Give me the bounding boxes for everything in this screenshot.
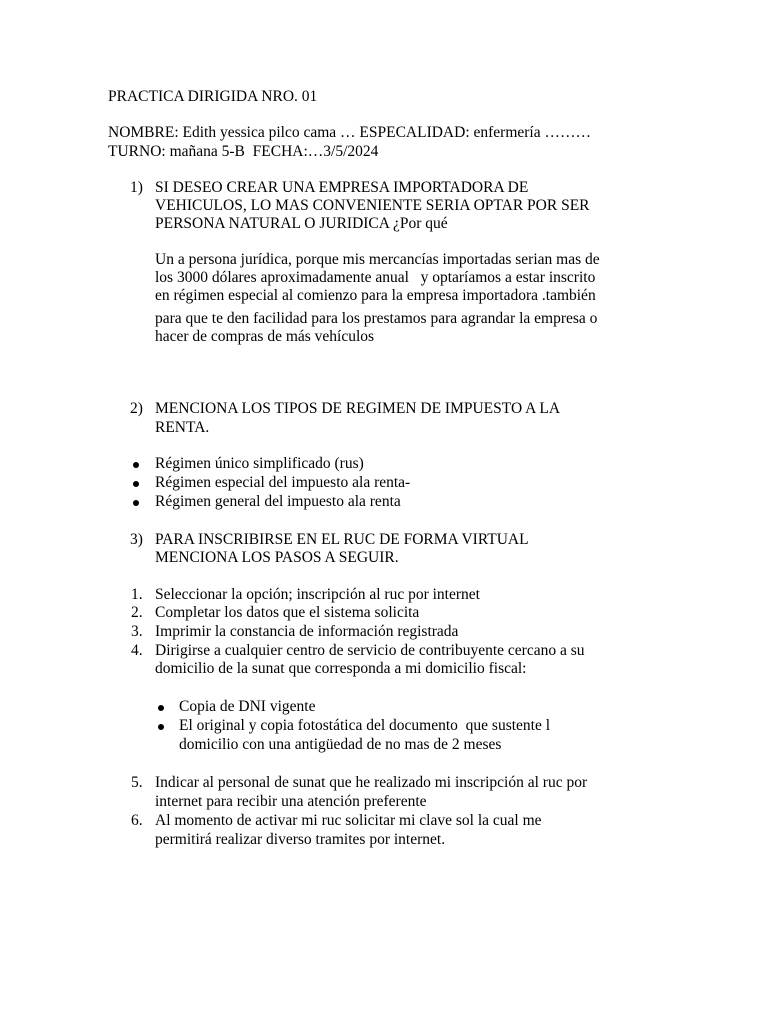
bullet-icon: [133, 462, 139, 468]
question-1-line: VEHICULOS, LO MAS CONVENIENTE SERIA OPTAR POR SER: [155, 197, 590, 214]
question-1-number: 1): [130, 179, 143, 196]
question-2-line: RENTA.: [155, 419, 210, 436]
requirement-item: El original y copia fotostática del documento que sustente l: [179, 717, 551, 734]
step-text: Completar los datos que el sistema solicita: [155, 604, 420, 621]
question-3-number: 3): [130, 531, 143, 548]
header-shift-line: TURNO: mañana 5-B FECHA:…3/5/2024: [108, 143, 379, 160]
step-text: Seleccionar la opción; inscripción al ruc por internet: [155, 586, 480, 603]
bullet-icon: [133, 500, 139, 506]
regime-list-item: Régimen general del impuesto ala renta: [155, 493, 401, 510]
document-title: PRACTICA DIRIGIDA NRO. 01: [108, 88, 318, 105]
answer-1-line: Un a persona jurídica, porque mis mercancías importadas serian mas de: [155, 251, 600, 268]
question-1-line: PERSONA NATURAL O JURIDICA ¿Por qué: [155, 215, 448, 232]
step-number: 2.: [131, 604, 143, 621]
question-3-line: MENCIONA LOS PASOS A SEGUIR.: [155, 549, 399, 566]
step-number: 6.: [131, 812, 143, 829]
answer-1-line: para que te den facilidad para los prestamos para agrandar la empresa o: [155, 310, 598, 327]
step-text: Dirigirse a cualquier centro de servicio de contribuyente cercano a su: [155, 642, 585, 659]
question-2-number: 2): [130, 400, 143, 417]
step-number: 5.: [131, 774, 143, 791]
step-text: domicilio de la sunat que corresponda a mi domicilio fiscal:: [155, 660, 527, 677]
step-text: Al momento de activar mi ruc solicitar mi clave sol la cual me: [155, 812, 542, 829]
step-text: permitirá realizar diverso tramites por internet.: [155, 831, 446, 848]
bullet-icon: [133, 481, 139, 487]
step-text: Imprimir la constancia de información registrada: [155, 623, 459, 640]
regime-list-item: Régimen especial del impuesto ala renta-: [155, 474, 411, 491]
question-3-line: PARA INSCRIBIRSE EN EL RUC DE FORMA VIRTUAL: [155, 531, 529, 548]
step-number: 4.: [131, 642, 143, 659]
header-name-line: NOMBRE: Edith yessica pilco cama … ESPECALIDAD: enfermería ………: [108, 124, 591, 141]
answer-1-line: en régimen especial al comienzo para la empresa importadora .también: [155, 287, 596, 304]
requirement-item: Copia de DNI vigente: [179, 698, 316, 715]
answer-1-line: los 3000 dólares aproximadamente anual y optaríamos a estar inscrito: [155, 269, 596, 286]
question-2-line: MENCIONA LOS TIPOS DE REGIMEN DE IMPUESTO A LA: [155, 400, 561, 417]
step-number: 1.: [131, 586, 143, 603]
requirement-item: domicilio con una antigüedad de no mas de 2 meses: [179, 736, 502, 753]
bullet-icon: [158, 705, 164, 711]
step-text: Indicar al personal de sunat que he realizado mi inscripción al ruc por: [155, 774, 588, 791]
regime-list-item: Régimen único simplificado (rus): [155, 455, 364, 472]
step-number: 3.: [131, 623, 143, 640]
bullet-icon: [158, 724, 164, 730]
answer-1-line: hacer de compras de más vehículos: [155, 328, 375, 345]
step-text: internet para recibir una atención preferente: [155, 793, 427, 810]
question-1-line: SI DESEO CREAR UNA EMPRESA IMPORTADORA DE: [155, 179, 529, 196]
